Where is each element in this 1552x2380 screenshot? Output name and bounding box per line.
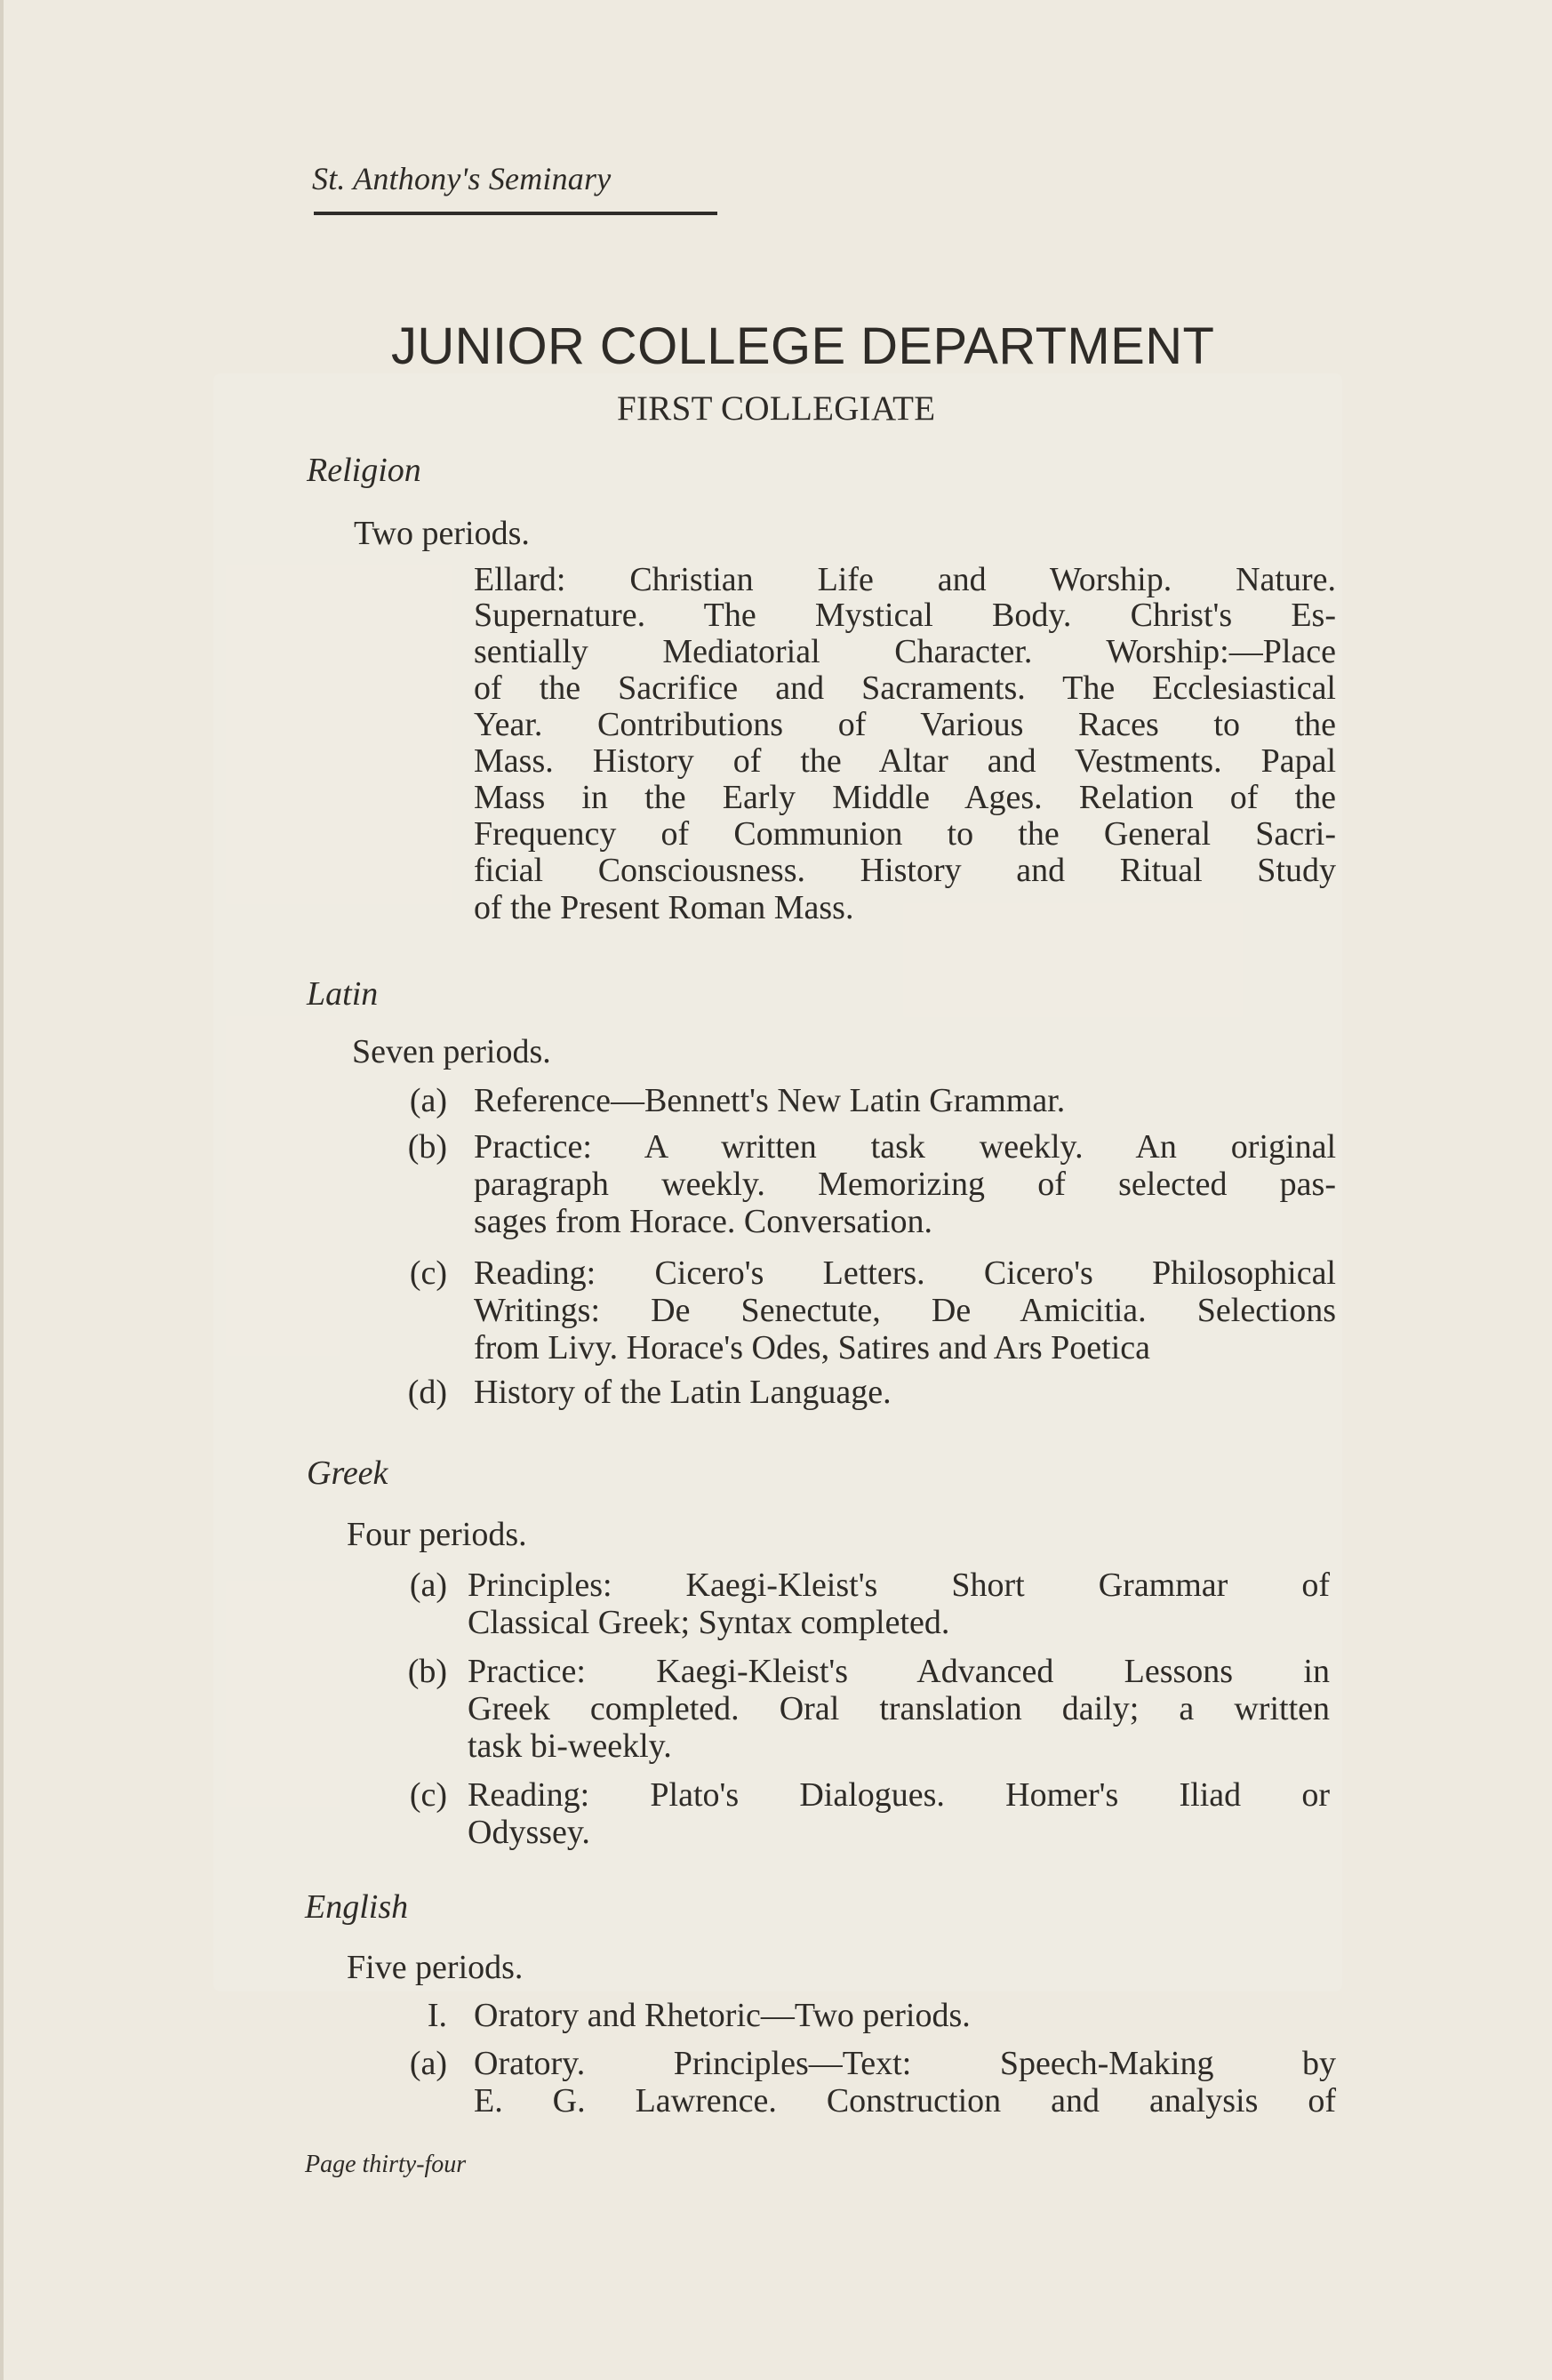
religion-line-5: Year. Contributions of Various Races to the xyxy=(474,706,1336,743)
section-title-religion: Religion xyxy=(307,452,421,489)
greek-periods: Four periods. xyxy=(347,1516,527,1553)
latin-item-c-line-1: Reading: Cicero's Letters. Cicero's Philosophical xyxy=(474,1254,1336,1292)
religion-line-6: Mass. History of the Altar and Vestments. Papal xyxy=(474,742,1336,780)
english-item-label-a: (a) xyxy=(409,2045,447,2082)
latin-periods: Seven periods. xyxy=(352,1033,551,1070)
religion-line-4: of the Sacrifice and Sacraments. The Ecclesiastical xyxy=(474,669,1336,707)
greek-item-a-line-2: Classical Greek; Syntax completed. xyxy=(468,1604,950,1641)
religion-line-1: Ellard: Christian Life and Worship. Nature. xyxy=(474,561,1336,598)
greek-item-b-line-3: task bi-weekly. xyxy=(468,1727,672,1765)
latin-item-label-a: (a) xyxy=(409,1082,447,1119)
religion-line-7: Mass in the Early Middle Ages. Relation of the xyxy=(474,779,1336,816)
greek-item-a-line-1: Principles: Kaegi-Kleist's Short Grammar of xyxy=(468,1567,1330,1604)
running-head: St. Anthony's Seminary xyxy=(312,161,612,196)
english-item-label-i: I. xyxy=(427,1997,447,2034)
greek-item-label-b: (b) xyxy=(407,1653,447,1690)
greek-item-b-line-1: Practice: Kaegi-Kleist's Advanced Lessons in xyxy=(468,1653,1330,1690)
latin-item-label-d: (d) xyxy=(407,1374,447,1411)
latin-item-a-line-1: Reference—Bennett's New Latin Grammar. xyxy=(474,1082,1066,1119)
latin-item-label-c: (c) xyxy=(409,1254,447,1292)
english-item-a-line-2: E. G. Lawrence. Construction and analysis of xyxy=(474,2082,1336,2120)
page-number: Page thirty-four xyxy=(305,2151,467,2178)
latin-item-label-b: (b) xyxy=(407,1128,447,1166)
latin-item-c-line-2: Writings: De Senectute, De Amicitia. Selections xyxy=(474,1292,1336,1329)
latin-item-b-line-1: Practice: A written task weekly. An original xyxy=(474,1128,1336,1166)
english-item-a-line-1: Oratory. Principles—Text: Speech-Making by xyxy=(474,2045,1336,2082)
religion-line-9: ficial Consciousness. History and Ritual Study xyxy=(474,852,1336,889)
religion-line-10: of the Present Roman Mass. xyxy=(474,889,854,926)
religion-line-3: sentially Mediatorial Character. Worship:—Place xyxy=(474,633,1336,670)
greek-item-label-a: (a) xyxy=(409,1567,447,1604)
latin-item-b-line-3: sages from Horace. Conversation. xyxy=(474,1203,933,1240)
english-periods: Five periods. xyxy=(347,1949,524,1986)
latin-item-b-line-2: paragraph weekly. Memorizing of selected pas- xyxy=(474,1166,1336,1203)
religion-line-8: Frequency of Communion to the General Sacri- xyxy=(474,815,1336,853)
latin-item-d-line-1: History of the Latin Language. xyxy=(474,1374,892,1411)
page-edge xyxy=(0,0,4,2380)
department-title: JUNIOR COLLEGE DEPARTMENT xyxy=(391,317,1215,375)
greek-item-c-line-2: Odyssey. xyxy=(468,1814,590,1851)
religion-line-2: Supernature. The Mystical Body. Christ's Es- xyxy=(474,597,1336,634)
section-title-english: English xyxy=(305,1888,409,1926)
section-title-latin: Latin xyxy=(307,975,379,1013)
collegiate-subtitle: FIRST COLLEGIATE xyxy=(617,389,936,428)
running-head-rule xyxy=(314,212,717,215)
greek-item-label-c: (c) xyxy=(409,1776,447,1814)
religion-periods: Two periods. xyxy=(354,515,530,552)
greek-item-b-line-2: Greek completed. Oral translation daily; a written xyxy=(468,1690,1330,1727)
english-item-i-line-1: Oratory and Rhetoric—Two periods. xyxy=(474,1997,971,2034)
greek-item-c-line-1: Reading: Plato's Dialogues. Homer's Iliad or xyxy=(468,1776,1330,1814)
latin-item-c-line-3: from Livy. Horace's Odes, Satires and Ars Poetica xyxy=(474,1329,1151,1366)
section-title-greek: Greek xyxy=(307,1454,388,1492)
